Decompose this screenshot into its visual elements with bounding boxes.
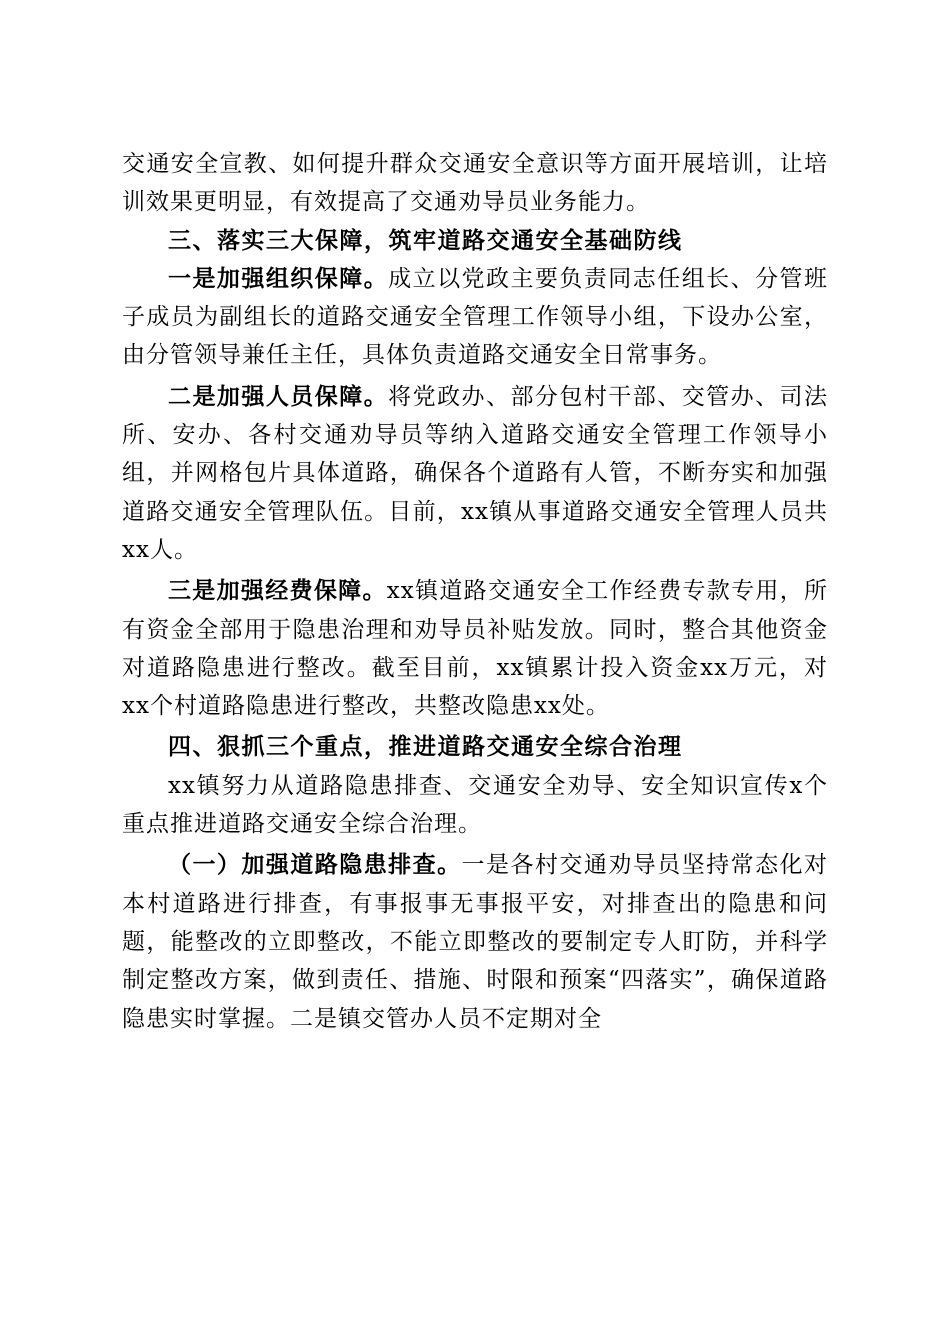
paragraph-lead-organization: 一是加强组织保障。 <box>168 264 389 292</box>
paragraph-body-funding: xx镇道路交通安全工作经费专款专用，所有资金全部用于隐患治理和劝导员补贴发放。同时，整合其他资金对道路隐患进行整改。截至目前，xx镇累计投入资金xx万元，对xx个村道路隐患进行整改，共整改隐患xx处。 <box>122 578 829 720</box>
paragraph-funding-guarantee <box>122 572 828 725</box>
paragraph-priorities-intro: xx镇努力从道路隐患排查、交通安全劝导、安全知识宣传x个重点推进道路交通安全综合治理。 <box>122 772 828 838</box>
paragraph-personnel-guarantee <box>122 378 828 569</box>
paragraph-hazard-inspection <box>122 846 828 1037</box>
paragraph-organization-guarantee <box>122 260 828 375</box>
paragraph-body-personnel: 将党政办、部分包村干部、交管办、司法所、安办、各村交通劝导员等纳入道路交通安全管理工作领导小组，并网格包片具体道路，确保各个道路有人管，不断夯实和加强道路交通安全管理队伍。目前，xx镇从事道路交通安全管理人员共xx人。 <box>122 383 829 563</box>
section-heading-three-priorities: 四、狠抓三个重点，推进道路交通安全综合治理 <box>168 734 683 761</box>
paragraph-body-organization: 成立以党政主要负责同志任组长、分管班子成员为副组长的道路交通安全管理工作领导小组，下设办公室，由分管领导兼任主任，具体负责道路交通安全日常事务。 <box>122 265 829 369</box>
paragraph-lead-funding: 三是加强经费保障。 <box>168 577 387 605</box>
paragraph-lead-personnel: 二是加强人员保障。 <box>168 382 389 410</box>
paragraph-body-hazard: 一是各村交通劝导员坚持常态化对本村道路进行排查，有事报事无事报平安，对排查出的隐患和问题，能整改的立即整改，不能立即整改的要制定专人盯防，并科学制定整改方案，做到责任、措施、时限和预案“四落实”，确保道路隐患实时掌握。二是镇交管办人员不定期对全 <box>122 852 829 1032</box>
document-body <box>122 145 828 1038</box>
section-heading-three-guarantees: 三、落实三大保障，筑牢道路交通安全基础防线 <box>168 227 683 254</box>
paragraph-lead-hazard: （一）加强道路隐患排查。 <box>168 851 462 879</box>
paragraph-training-continued: 交通安全宣教、如何提升群众交通安全意识等方面开展培训，让培训效果更明显，有效提高了交通劝导员业务能力。 <box>122 151 828 216</box>
